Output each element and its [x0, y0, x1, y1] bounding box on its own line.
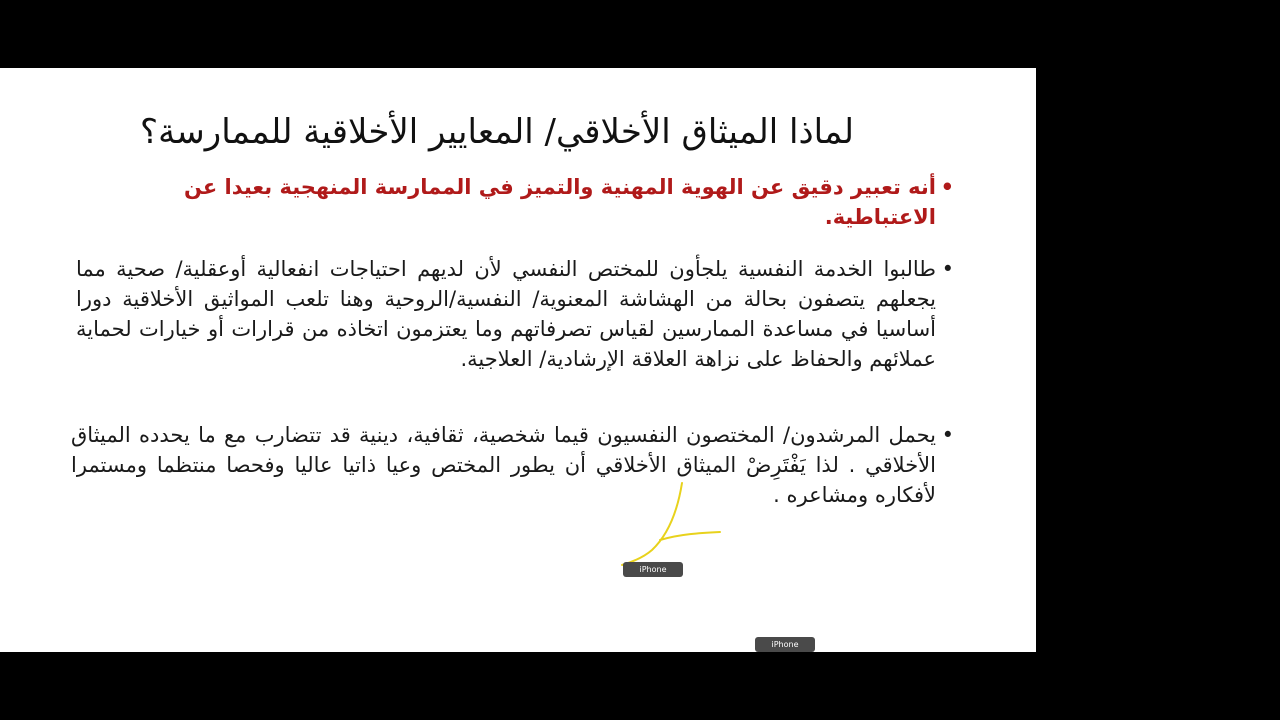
bullet-marker-icon: •	[941, 257, 954, 281]
presentation-slide	[0, 68, 1036, 652]
iphone-device-badge[interactable]: iPhone	[755, 637, 815, 652]
bullet-point-2	[76, 254, 954, 374]
bullet-text: طالبوا الخدمة النفسية يلجأون للمختص النفسي لأن لديهم احتياجات انفعالية أوعقلية/ صحية مما يجعلهم يتصفون بحالة من الهشاشة المعنوية/ النفسية/الروحية وهنا تلعب المواثيق الأخلاقية دورا أساسيا في مساعدة الممارسين لقياس تصرفاتهم وما يعتزمون اتخاذه من قرارات أو خيارات لحماية عملائهم والحفاظ على نزاهة العلاقة الإرشادية/ العلاجية.	[76, 257, 936, 371]
iphone-device-badge[interactable]: iPhone	[623, 562, 683, 577]
bullet-text: يحمل المرشدون/ المختصون النفسيون قيما شخصية، ثقافية، دينية قد تتضارب مع ما يحدده الميثاق الأخلاقي . لذا يَفْتَرِضْ الميثاق الأخلاقي أن يطور المختص وعيا ذاتيا عاليا وفحصا منتظما ومستمرا لأفكاره ومشاعره .	[71, 423, 936, 507]
bullet-text: أنه تعبير دقيق عن الهوية المهنية والتميز في الممارسة المنهجية بعيدا عن الاعتباطية.	[183, 175, 936, 229]
bullet-marker-icon: •	[941, 423, 954, 447]
bullet-marker-icon: •	[940, 175, 954, 199]
bullet-point-3	[71, 420, 954, 510]
pen-annotation-stroke	[600, 478, 740, 568]
bullet-point-1	[96, 172, 954, 232]
slide-title: لماذا الميثاق الأخلاقي/ المعايير الأخلاقية للممارسة؟	[140, 112, 854, 152]
